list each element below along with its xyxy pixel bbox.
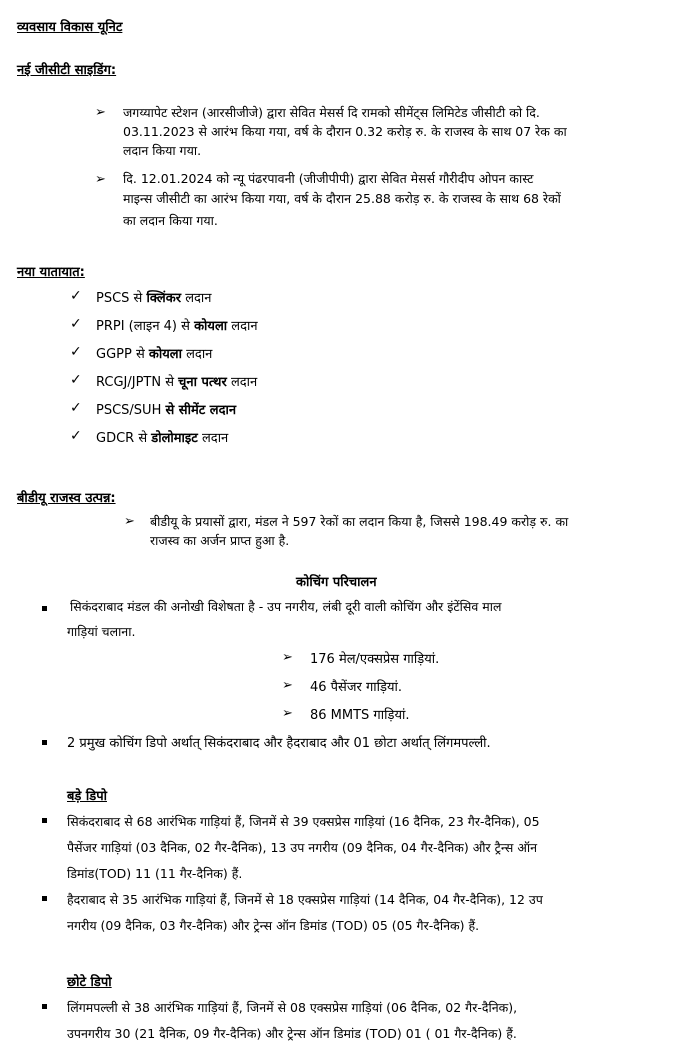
depots-summary: 2 प्रमुख कोचिंग डिपो अर्थात् सिकंदराबाद और हैदराबाद और 01 छोटा अर्थात् लिंगमपल्ली.	[67, 736, 491, 751]
train-count-passenger: 46 पैसेंजर गाड़ियां.	[310, 680, 402, 695]
checkmark-icon: ✓	[70, 288, 82, 304]
small-depot-line-1: लिंगमपल्ली से 38 आरंभिक गाड़ियां हैं, जिनमें से 08 एक्सप्रेस गाड़ियां (06 दैनिक, 02 गैर-दैनिक),	[67, 1000, 518, 1015]
gct-item-2-line-3: का लदान किया गया.	[123, 213, 218, 228]
section-heading-coaching: कोचिंग परिचालन	[296, 575, 377, 590]
coaching-intro-line-1: सिकंदराबाद मंडल की अनोखी विशेषता है - उप नगरीय, लंबी दूरी वाली कोचिंग और इंटेंसिव माल	[70, 599, 502, 614]
small-depot-line-2: उपनगरीय 30 (21 दैनिक, 09 गैर-दैनिक) और ट्रेन्स ऑन डिमांड (TOD) 01 ( 01 गैर-दैनिक) हैं.	[67, 1026, 517, 1041]
gct-item-2-cont2	[123, 211, 218, 230]
coaching-intro	[70, 597, 501, 616]
arrow-bullet-icon: ➢	[282, 706, 293, 721]
square-bullet-icon	[42, 818, 47, 823]
revenue-line-1: बीडीयू के प्रयासों द्वारा, मंडल ने 597 रेकों का लदान किया है, जिससे 198.49 करोड़ रु. का	[150, 514, 569, 529]
big-depot-item-2-line-2: नगरीय (09 दैनिक, 03 गैर-दैनिक) और ट्रेन्स ऑन डिमांड (TOD) 05 (05 गैर-दैनिक) हैं.	[67, 918, 480, 933]
arrow-bullet-icon: ➢	[282, 650, 293, 665]
section-heading-bdu-revenue: बीडीयू राजस्व उत्पन्न:	[17, 491, 116, 506]
square-bullet-icon	[42, 606, 47, 611]
traffic-item-4: RCGJ/JPTN से चूना पत्थर लदान	[96, 375, 258, 390]
train-count-mail-express: 176 मेल/एक्सप्रेस गाड़ियां.	[310, 652, 440, 667]
square-bullet-icon	[42, 1004, 47, 1009]
section-heading-new-traffic: नया यातायात:	[17, 265, 85, 280]
traffic-item-1: PSCS से क्लिंकर लदान	[96, 291, 212, 306]
gct-item-2-cont	[123, 189, 561, 208]
gct-item-2	[123, 169, 533, 188]
gct-item-1	[123, 103, 567, 160]
gct-item-1-line-1: जगय्यापेट स्टेशन (आरसीजीजे) द्वारा सेवित मेसर्स दि रामको सीमेंट्स लिमिटेड जीसीटी को दि.	[123, 105, 540, 120]
section-heading-small-depots: छोटे डिपो	[67, 975, 112, 990]
big-depot-item-2-line-1: हैदराबाद से 35 आरंभिक गाड़ियां हैं, जिनमें से 18 एक्सप्रेस गाड़ियां (14 दैनिक, 04 गैर-दैनिक), 12 उप	[67, 892, 543, 907]
checkmark-icon: ✓	[70, 316, 82, 332]
big-depot-item-1-line-1: सिकंदराबाद से 68 आरंभिक गाड़ियां हैं, जिनमें से 39 एक्सप्रेस गाड़ियां (16 दैनिक, 23 गैर-दैनिक), 05	[67, 814, 540, 829]
arrow-bullet-icon: ➢	[95, 172, 106, 187]
big-depot-item-1-line-3: डिमांड(TOD) 11 (11 गैर-दैनिक) हैं.	[67, 866, 243, 881]
gct-item-2-line-2: माइन्स जीसीटी का आरंभ किया गया, वर्ष के दौरान 25.88 करोड़ रु. के राजस्व के साथ 68 रेकों	[123, 191, 561, 206]
square-bullet-icon	[42, 896, 47, 901]
traffic-item-3: GGPP से कोयला लदान	[96, 347, 213, 362]
big-depot-item-2	[67, 887, 543, 939]
gct-item-1-line-3: लदान किया गया.	[123, 143, 202, 158]
traffic-item-2: PRPI (लाइन 4) से कोयला लदान	[96, 319, 258, 334]
arrow-bullet-icon: ➢	[95, 105, 106, 120]
section-heading-new-gct: नई जीसीटी साइडिंग:	[17, 63, 117, 78]
square-bullet-icon	[42, 740, 47, 745]
train-count-mmts: 86 MMTS गाड़ियां.	[310, 708, 410, 723]
section-heading-bdu: व्यवसाय विकास यूनिट	[17, 20, 123, 35]
section-heading-big-depots: बड़े डिपो	[67, 789, 107, 804]
big-depot-item-1-line-2: पैसेंजर गाड़ियां (03 दैनिक, 02 गैर-दैनिक), 13 उप नगरीय (09 दैनिक, 04 गैर-दैनिक) और ट्रैन्स ऑन	[67, 840, 538, 855]
big-depot-item-1	[67, 809, 540, 887]
traffic-item-5: PSCS/SUH से सीमेंट लदान	[96, 403, 237, 418]
checkmark-icon: ✓	[70, 344, 82, 360]
revenue-line-2: राजस्व का अर्जन प्राप्त हुआ है.	[150, 533, 290, 548]
gct-item-2-line-1: दि. 12.01.2024 को न्यू पंढरपावनी (जीजीपीपी) द्वारा सेवित मेसर्स गौरीदीप ओपन कास्ट	[123, 171, 534, 186]
checkmark-icon: ✓	[70, 372, 82, 388]
small-depot-item	[67, 995, 517, 1047]
gct-item-1-line-2: 03.11.2023 से आरंभ किया गया, वर्ष के दौरान 0.32 करोड़ रु. के राजस्व के साथ 07 रेक का	[123, 124, 567, 139]
arrow-bullet-icon: ➢	[124, 514, 135, 529]
revenue-paragraph	[150, 512, 568, 550]
checkmark-icon: ✓	[70, 400, 82, 416]
traffic-item-6: GDCR से डोलोमाइट लदान	[96, 431, 229, 446]
coaching-intro-line-2: गाड़ियां चलाना.	[67, 624, 136, 639]
coaching-intro-cont	[67, 622, 135, 641]
checkmark-icon: ✓	[70, 428, 82, 444]
arrow-bullet-icon: ➢	[282, 678, 293, 693]
